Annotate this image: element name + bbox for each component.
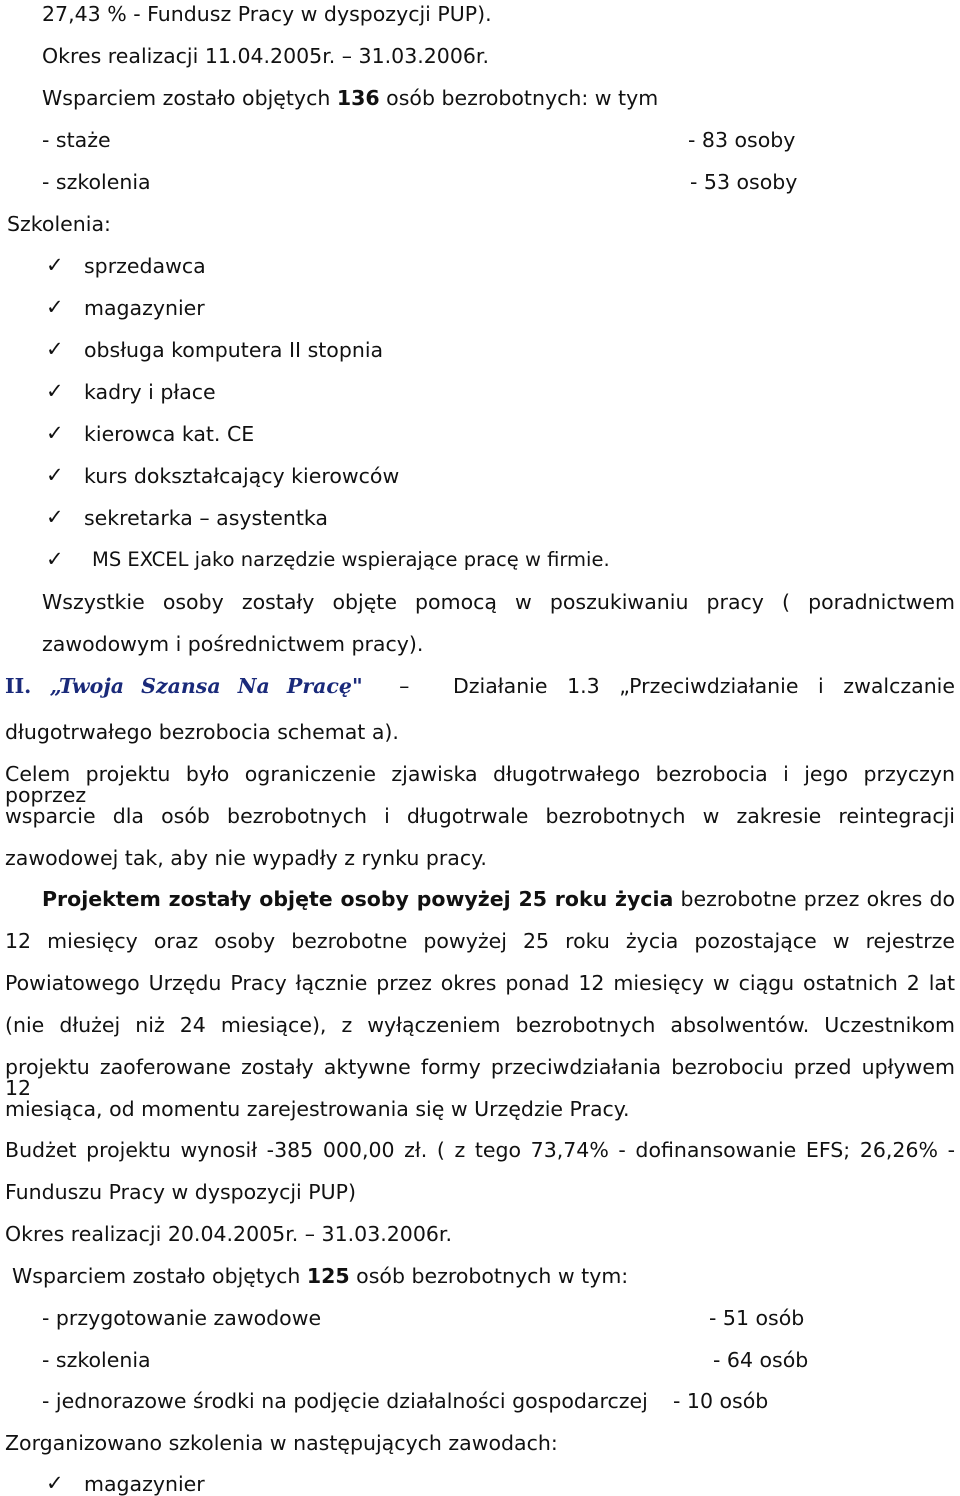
support-line: Wsparciem zostało objętych 136 osób bezrobotnych: w tym: [42, 86, 659, 110]
check-icon: ✓: [46, 463, 64, 487]
row-value: - 10 osób: [673, 1389, 769, 1413]
list-item: obsługa komputera II stopnia: [84, 338, 384, 362]
paragraph-line: Projektem zostały objęte osoby powyżej 25 roku życia bezrobotne przez okres do: [42, 887, 956, 911]
check-icon: ✓: [46, 421, 64, 445]
row-value: - 53 osoby: [690, 170, 798, 194]
check-icon: ✓: [46, 505, 64, 529]
list-item: magazynier: [84, 296, 205, 320]
check-icon: ✓: [46, 337, 64, 361]
row-label: - szkolenia: [42, 1348, 151, 1372]
title-dash: –: [399, 674, 410, 698]
paragraph-line: miesiąca, od momentu zarejestrowania się w Urzędzie Pracy.: [5, 1097, 630, 1121]
paragraph-line: projektu zaoferowane zostały aktywne formy przeciwdziałania bezrobociu przed upływem 12: [5, 1055, 955, 1100]
budget-line: Budżet projektu wynosił -385 000,00 zł. ( z tego 73,74% - dofinansowanie EFS; 26,26% -: [5, 1138, 955, 1162]
row-value: - 83 osoby: [688, 128, 796, 152]
budget-line: Funduszu Pracy w dyspozycji PUP): [5, 1180, 356, 1204]
check-icon: ✓: [46, 1471, 64, 1495]
paragraph-line: Powiatowego Urzędu Pracy łącznie przez okres ponad 12 miesięcy w ciągu ostatnich 2 lat: [5, 971, 955, 995]
period-line: Okres realizacji 11.04.2005r. – 31.03.2006r.: [42, 44, 489, 68]
paragraph-line: długotrwałego bezrobocia schemat a).: [5, 720, 399, 744]
row-label: - szkolenia: [42, 170, 151, 194]
support-line: Wsparciem zostało objętych 125 osób bezrobotnych w tym:: [12, 1264, 629, 1288]
trainings-heading: Szkolenia:: [7, 212, 111, 236]
paragraph-line: zawodowym i pośrednictwem pracy).: [42, 632, 424, 656]
paragraph-line: 12 miesięcy oraz osoby bezrobotne powyżej 25 roku życia pozostające w rejestrze: [5, 929, 955, 953]
row-label: - przygotowanie zawodowe: [42, 1306, 322, 1330]
paragraph-line: Celem projektu było ograniczenie zjawiska długotrwałego bezrobocia i jego przyczyn poprzez: [5, 762, 955, 807]
list-item: MS EXCEL jako narzędzie wspierające pracę w firmie.: [92, 548, 610, 571]
list-item: sprzedawca: [84, 254, 206, 278]
row-label: - jednorazowe środki na podjęcie działalności gospodarczej: [42, 1389, 648, 1413]
list-item: magazynier: [84, 1472, 205, 1496]
row-label: - staże: [42, 128, 111, 152]
paragraph-line: zawodowej tak, aby nie wypadły z rynku pracy.: [5, 846, 487, 870]
row-value: - 64 osób: [713, 1348, 809, 1372]
check-icon: ✓: [46, 547, 64, 571]
trainings-heading: Zorganizowano szkolenia w następujących zawodach:: [5, 1431, 558, 1455]
action-line: Działanie 1.3 „Przeciwdziałanie i zwalczanie: [453, 674, 955, 698]
project-title: „Twoja Szansa Na Pracę": [49, 674, 363, 698]
section-heading: [5, 676, 955, 697]
list-item: kierowca kat. CE: [84, 422, 255, 446]
check-icon: ✓: [46, 295, 64, 319]
period-line: Okres realizacji 20.04.2005r. – 31.03.2006r.: [5, 1222, 452, 1246]
paragraph-line: Wszystkie osoby zostały objęte pomocą w poszukiwaniu pracy ( poradnictwem: [42, 590, 955, 614]
list-item: sekretarka – asystentka: [84, 506, 328, 530]
paragraph-line: wsparcie dla osób bezrobotnych i długotrwale bezrobotnych w zakresie reintegracji: [5, 804, 955, 828]
text-line: 27,43 % - Fundusz Pracy w dyspozycji PUP).: [42, 2, 492, 26]
check-icon: ✓: [46, 379, 64, 403]
list-item: kadry i płace: [84, 380, 216, 404]
check-icon: ✓: [46, 253, 64, 277]
list-item: kurs dokształcający kierowców: [84, 464, 400, 488]
section-number: II.: [5, 674, 32, 698]
paragraph-line: (nie dłużej niż 24 miesiące), z wyłączeniem bezrobotnych absolwentów. Uczestnikom: [5, 1013, 955, 1037]
row-value: - 51 osób: [709, 1306, 805, 1330]
